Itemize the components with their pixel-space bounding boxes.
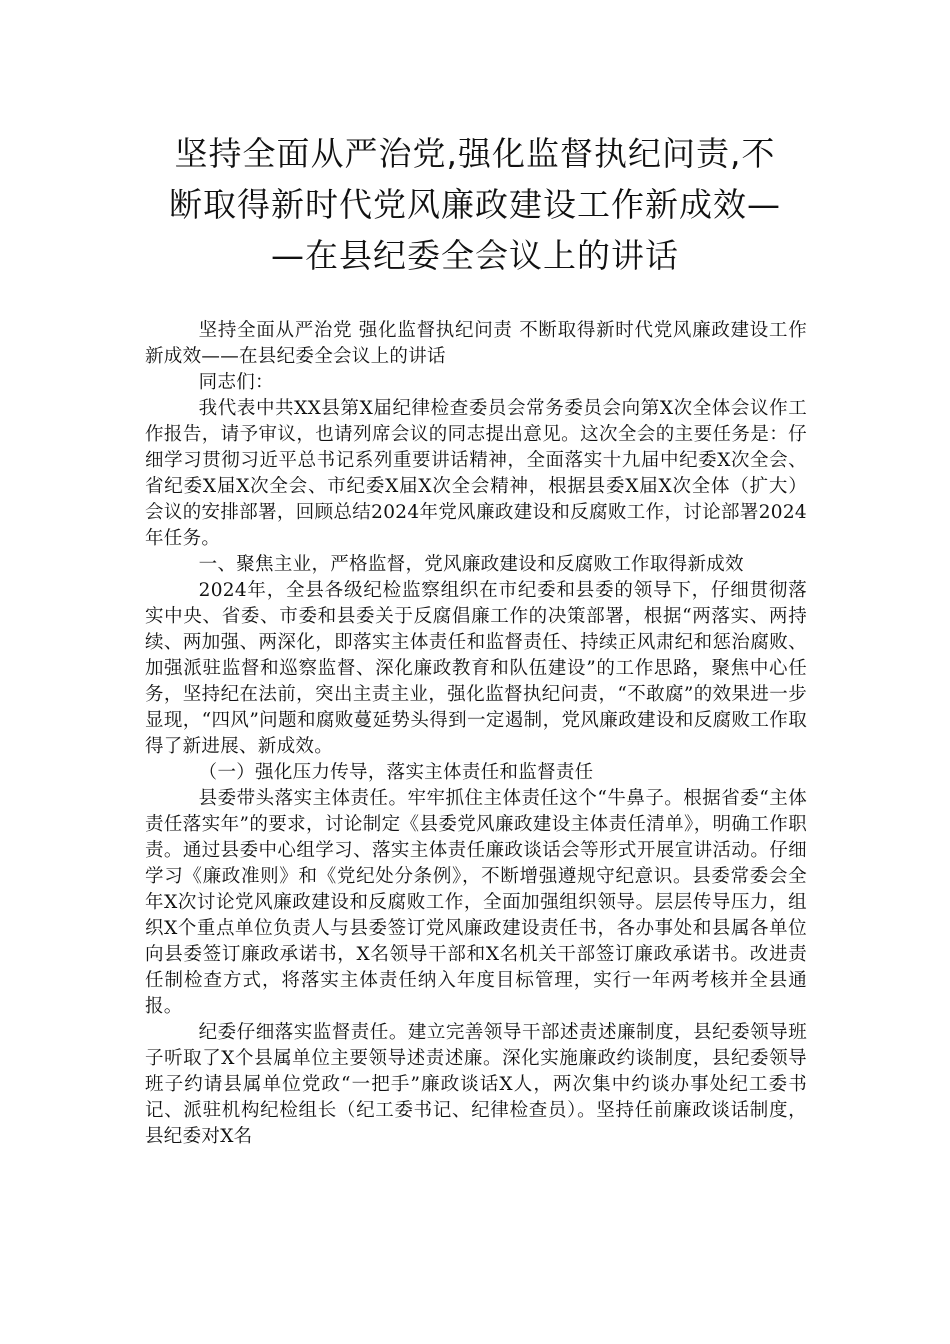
- title-line: 坚持全面从严治党,强化监督执纪问责,不: [174, 134, 776, 173]
- document-body: [145, 318, 807, 1150]
- body-paragraph: 县委带头落实主体责任。牢牢抓住主体责任这个“牛鼻子。根据省委“主体责任落实年”的要求，讨论制定《县委党风廉政建设主体责任清单》，明确工作职责。通过县委中心组学习、落实主体责任廉政谈话会等形式开展宣讲活动。仔细学习《廉政准则》和《党纪处分条例》，不断增强遵规守纪意识。县委常委会全年X次讨论党风廉政建设和反腐败工作，全面加强组织领导。层层传导压力，组织X个重点单位负责人与县委签订党风廉政建设责任书，各办事处和县属各单位向县委签订廉政承诺书，X名领导干部和X名机关干部签订廉政承诺书。改进责任制检查方式，将落实主体责任纳入年度目标管理，实行一年两考核并全县通报。: [145, 788, 807, 1017]
- subsection-heading-1: （一）强化压力传导，落实主体责任和监督责任: [198, 762, 594, 783]
- intro-paragraph: 我代表中共XX县第X届纪律检查委员会常务委员会向第X次全体会议作工作报告，请予审议，也请列席会议的同志提出意见。这次全会的主要任务是：仔细学习贯彻习近平总书记系列重要讲话精神，全面落实十九届中纪委X次全会、省纪委X届X次全会、市纪委X届X次全会精神，根据县委X届X次全体（扩大）会议的安排部署，回顾总结2024年党风廉政建设和反腐败工作，讨论部署2024年任务。: [145, 398, 807, 549]
- salutation: 同志们：: [198, 372, 274, 393]
- document-title: [150, 128, 800, 281]
- subtitle-paragraph: 坚持全面从严治党 强化监督执纪问责 不断取得新时代党风廉政建设工作新成效——在县纪委全会议上的讲话: [145, 320, 807, 367]
- section-heading-1: 一、聚焦主业，严格监督，党风廉政建设和反腐败工作取得新成效: [198, 554, 744, 575]
- body-paragraph: 纪委仔细落实监督责任。建立完善领导干部述责述廉制度，县纪委领导班子听取了X个县属单位主要领导述责述廉。深化实施廉政约谈制度，县纪委领导班子约请县属单位党政“一把手”廉政谈话X人，两次集中约谈办事处纪工委书记、派驻机构纪检组长（纪工委书记、纪律检查员）。坚持任前廉政谈话制度，县纪委对X名: [145, 1022, 807, 1147]
- title-line: 断取得新时代党风廉政建设工作新成效—: [169, 185, 781, 224]
- body-paragraph: 2024年，全县各级纪检监察组织在市纪委和县委的领导下，仔细贯彻落实中央、省委、市委和县委关于反腐倡廉工作的决策部署，根据“两落实、两持续、两加强、两深化，即落实主体责任和监督责任、持续正风肃纪和惩治腐败、加强派驻监督和巡察监督、深化廉政教育和队伍建设”的工作思路，聚焦中心任务，坚持纪在法前，突出主责主业，强化监督执纪问责，“不敢腐”的效果进一步显现，“四风”问题和腐败蔓延势头得到一定遏制，党风廉政建设和反腐败工作取得了新进展、新成效。: [145, 580, 807, 757]
- title-line: —在县纪委全会议上的讲话: [271, 236, 679, 275]
